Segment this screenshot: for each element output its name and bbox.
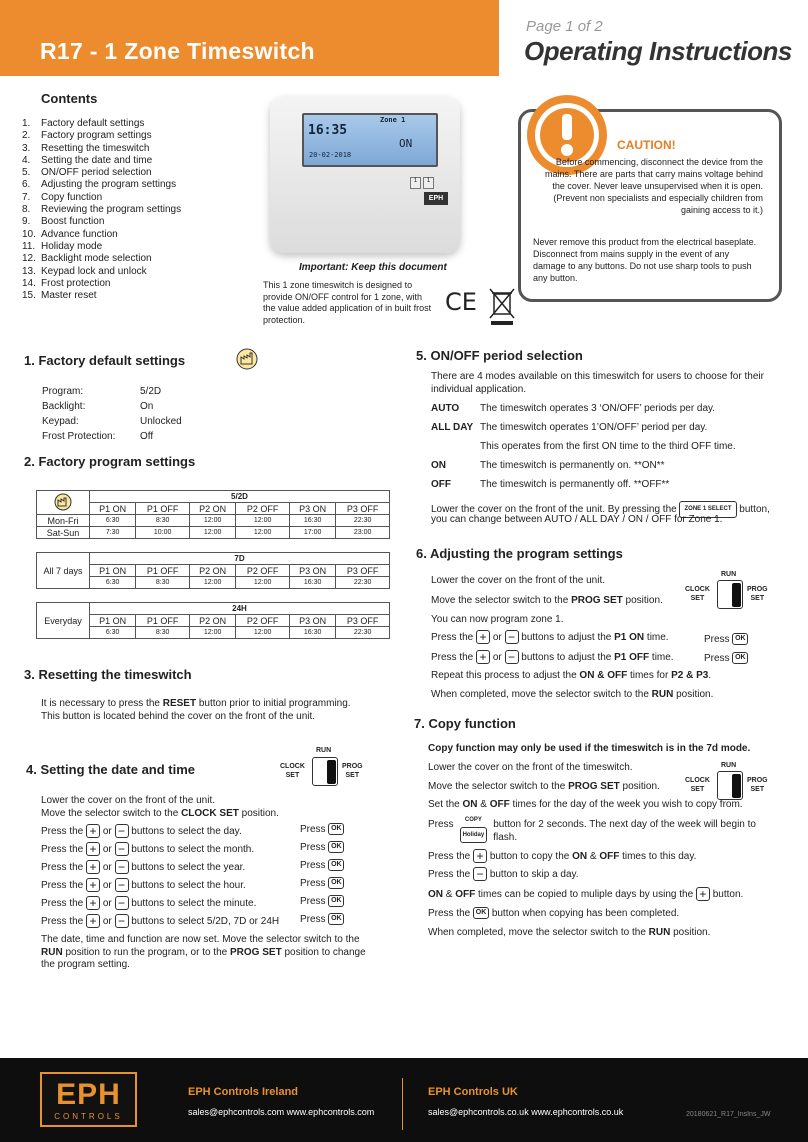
text: button prior to initial programming. bbox=[196, 698, 351, 709]
text: you can change between AUTO / ALL DAY / ON / OFF for Zone 1. bbox=[431, 514, 723, 525]
row-label: Mon-Fri bbox=[37, 515, 90, 527]
contents-item: 9. Boost function bbox=[22, 216, 105, 228]
text: This button is located behind the cover on the front of the unit. bbox=[41, 710, 316, 722]
date-step: Press the + or − buttons to select the month. Press OK bbox=[41, 841, 361, 859]
row-label: Sat-Sun bbox=[37, 527, 90, 539]
section-heading: 6. Adjusting the program settings bbox=[416, 546, 623, 561]
table-cell: 6:30 bbox=[90, 515, 136, 527]
column-header: P3 OFF bbox=[336, 503, 390, 515]
column-header: P1 ON bbox=[90, 615, 136, 627]
plus-icon: + bbox=[86, 860, 100, 874]
adjust-step: Press the + or − buttons to adjust the P1 OFF time. bbox=[431, 650, 674, 665]
text-bold: RESET bbox=[162, 698, 197, 709]
device-screen bbox=[302, 113, 438, 167]
important-heading: Important: Keep this document bbox=[299, 262, 447, 273]
contents-item: 10. Advance function bbox=[22, 228, 118, 240]
table-cell: 6:30 bbox=[90, 577, 136, 589]
adjust-step: Press the + or − buttons to adjust the P1 ON time. bbox=[431, 630, 669, 645]
section-heading: 1. Factory default settings bbox=[24, 353, 186, 368]
default-value: Unlocked bbox=[140, 416, 182, 427]
ok-button-icon: OK bbox=[473, 907, 489, 919]
minus-icon: − bbox=[505, 630, 519, 644]
contents-item: 14. Frost protection bbox=[22, 277, 111, 289]
factory-icon bbox=[236, 348, 258, 370]
table-cell: 12:00 bbox=[189, 527, 235, 539]
selector-switch: RUN CLOCK SET PROG SET bbox=[683, 760, 777, 802]
section-heading: 5. ON/OFF period selection bbox=[416, 348, 583, 363]
footer-divider bbox=[402, 1078, 403, 1130]
copy-step: ON & OFF times can be copied to muliple days by using the + button. bbox=[428, 887, 744, 902]
date-step: Press the + or − buttons to select the hour. Press OK bbox=[41, 877, 361, 895]
caution-heading: CAUTION! bbox=[617, 138, 676, 152]
table-cell: 8:30 bbox=[136, 515, 190, 527]
text: When completed, move the selector switch to the RUN position. bbox=[428, 927, 711, 938]
ok-button-icon: OK bbox=[732, 652, 748, 664]
section-heading: 2. Factory program settings bbox=[24, 454, 196, 469]
section-heading: 7. Copy function bbox=[414, 716, 516, 731]
plus-icon: + bbox=[86, 896, 100, 910]
caution-text: Before commencing, disconnect the device from the mains. There are parts that carry mains voltage behind the cover. Never leave unsupervised when it is open. (Prevent non specialists and especially children from gaining access to it.) bbox=[545, 157, 763, 215]
contents-heading: Contents bbox=[41, 91, 98, 106]
table-cell: 22:30 bbox=[336, 627, 390, 639]
table-cell: 8:30 bbox=[136, 577, 190, 589]
table-cell: 23:00 bbox=[336, 527, 390, 539]
column-header: P3 ON bbox=[289, 503, 335, 515]
zone-select-button-icon: ZONE 1 SELECT bbox=[679, 501, 736, 518]
screen-state: ON bbox=[399, 137, 413, 150]
eph-logo: EPH CONTROLS bbox=[40, 1072, 137, 1127]
copy-label: COPY bbox=[464, 817, 482, 823]
text: Set the ON & OFF times for the day of the week you wish to copy from. bbox=[428, 799, 743, 810]
screen-zone: Zone 1 bbox=[380, 116, 406, 124]
page-title: R17 - 1 Zone Timeswitch bbox=[40, 38, 315, 64]
contents-item: 2. Factory program settings bbox=[22, 130, 152, 142]
table-cell: 12:00 bbox=[236, 527, 290, 539]
plus-icon: + bbox=[473, 849, 487, 863]
press-ok: Press OK bbox=[704, 631, 748, 649]
contents-item: 8. Reviewing the program settings bbox=[22, 204, 182, 216]
column-header: P2 ON bbox=[189, 565, 235, 577]
default-key: Program: bbox=[42, 386, 84, 397]
ok-button-icon: OK bbox=[328, 823, 344, 835]
selector-switch bbox=[278, 745, 372, 787]
date-step: Press the + or − buttons to select the minute. Press OK bbox=[41, 895, 361, 913]
table-cell: 10:00 bbox=[136, 527, 190, 539]
column-header: P1 ON bbox=[90, 565, 136, 577]
caution-text: Never remove this product from the electrical baseplate. Disconnect from mains supply in the event of any damage to any buttons. Do not use sharp tools to push any button. bbox=[533, 237, 757, 283]
ok-button-icon: OK bbox=[732, 633, 748, 645]
mode-row: AUTO The timeswitch operates 3 ‘ON/OFF’ periods per day. bbox=[431, 403, 716, 414]
table-title: 7D bbox=[90, 553, 390, 565]
copy-step: Press the OK button when copying has been completed. bbox=[428, 908, 680, 919]
contents-item: 4. Setting the date and time bbox=[22, 154, 153, 166]
table-cell: 6:30 bbox=[90, 627, 136, 639]
row-label: All 7 days bbox=[37, 553, 90, 589]
important-text: This 1 zone timeswitch is designed to provide ON/OFF control for 1 zone, with the value added application of in built frost protection. bbox=[263, 280, 432, 325]
text: Lower the cover on the front of the unit. bbox=[431, 575, 605, 586]
contents-item: 11. Holiday mode bbox=[22, 240, 103, 252]
copy-step: Press the + button to copy the ON & OFF times to this day. bbox=[428, 849, 697, 864]
column-header: P2 ON bbox=[189, 503, 235, 515]
switch-label: CLOCK SET bbox=[280, 763, 305, 779]
default-value: 5/2D bbox=[140, 386, 162, 397]
footer-heading: EPH Controls Ireland bbox=[188, 1086, 299, 1098]
column-header: P3 OFF bbox=[336, 615, 390, 627]
table-cell: 16:30 bbox=[289, 515, 335, 527]
table-cell: 12:00 bbox=[236, 627, 290, 639]
text: Repeat this process to adjust the ON & OFF times for P2 & P3. bbox=[431, 670, 712, 681]
mode-row: This operates from the first ON time to the third OFF time. bbox=[480, 441, 736, 452]
text: You can now program zone 1. bbox=[431, 614, 564, 625]
copy-step: Press COPY Holiday button for 2 seconds. The next day of the week will begin to flash. bbox=[428, 814, 773, 844]
column-header: P3 ON bbox=[289, 615, 335, 627]
ok-button-icon: OK bbox=[328, 841, 344, 853]
text: When completed, move the selector switch to the RUN position. bbox=[431, 689, 714, 700]
device-zone-button: 1 bbox=[423, 177, 434, 189]
minus-icon: − bbox=[115, 914, 129, 928]
column-header: P3 OFF bbox=[336, 565, 390, 577]
footer-contact[interactable]: sales@ephcontrols.com www.ephcontrols.com bbox=[188, 1107, 375, 1117]
document-title: Operating Instructions bbox=[524, 36, 792, 66]
text: Move the selector switch to the CLOCK SET position. bbox=[41, 808, 279, 819]
switch-label: PROG SET bbox=[342, 763, 363, 779]
table-cell: 12:00 bbox=[189, 627, 235, 639]
section-heading: 4. Setting the date and time bbox=[26, 762, 196, 777]
switch-label: RUN bbox=[316, 747, 332, 754]
text-bold: Copy function may only be used if the timeswitch is in the 7d mode. bbox=[428, 743, 751, 754]
table-cell: 12:00 bbox=[236, 577, 290, 589]
device-logo: EPH bbox=[424, 192, 448, 205]
column-header: P1 OFF bbox=[136, 565, 190, 577]
column-header: P2 ON bbox=[189, 615, 235, 627]
text: Lower the cover on the front of the unit. By pressing the ZONE 1 SELECT button, bbox=[431, 501, 791, 518]
minus-icon: − bbox=[115, 824, 129, 838]
copy-step: Press the − button to skip a day. bbox=[428, 867, 579, 882]
contents-item: 5. ON/OFF period selection bbox=[22, 167, 152, 179]
column-header: P2 OFF bbox=[236, 503, 290, 515]
holiday-button-icon: Holiday bbox=[460, 827, 488, 844]
plus-icon: + bbox=[86, 842, 100, 856]
page-number: Page 1 of 2 bbox=[526, 18, 603, 35]
screen-date: 20-02-2018 bbox=[309, 151, 352, 159]
default-value: On bbox=[140, 401, 154, 412]
default-key: Keypad: bbox=[42, 416, 79, 427]
plus-icon: + bbox=[696, 887, 710, 901]
table-cell: 16:30 bbox=[289, 627, 335, 639]
minus-icon: − bbox=[115, 860, 129, 874]
text: Lower the cover on the front of the timeswitch. bbox=[428, 762, 633, 773]
ce-mark: CE bbox=[445, 288, 477, 316]
minus-icon: − bbox=[115, 896, 129, 910]
date-step: Press the + or − buttons to select the year. Press OK bbox=[41, 859, 361, 877]
selector-switch: RUN CLOCK SET PROG SET bbox=[683, 569, 777, 611]
contents-list bbox=[22, 118, 181, 302]
weee-bin-icon bbox=[488, 285, 516, 327]
text: Move the selector switch to the PROG SET position. bbox=[428, 781, 660, 792]
table-cell: 8:30 bbox=[136, 627, 190, 639]
reset-text bbox=[41, 698, 381, 723]
table-cell: 12:00 bbox=[189, 577, 235, 589]
plus-icon: + bbox=[86, 878, 100, 892]
factory-icon-cell bbox=[37, 491, 90, 515]
table-cell: 16:30 bbox=[289, 577, 335, 589]
table-cell: 12:00 bbox=[236, 515, 290, 527]
text: Move the selector switch to the PROG SET position. bbox=[431, 595, 663, 606]
ok-button-icon: OK bbox=[328, 877, 344, 889]
press-ok: Press OK bbox=[704, 650, 748, 668]
footer-heading: EPH Controls UK bbox=[428, 1086, 518, 1098]
table-cell: 22:30 bbox=[336, 515, 390, 527]
minus-icon: − bbox=[115, 842, 129, 856]
date-steps bbox=[41, 823, 361, 931]
plus-icon: + bbox=[86, 914, 100, 928]
ok-button-icon: OK bbox=[328, 859, 344, 871]
program-table-24h bbox=[36, 602, 390, 639]
mode-row: ALL DAY The timeswitch operates 1’ON/OFF’ period per day. bbox=[431, 422, 708, 433]
device-zone-button: 1 bbox=[410, 177, 421, 189]
section-heading: 3. Resetting the timeswitch bbox=[24, 667, 192, 682]
factory-icon bbox=[54, 493, 72, 511]
text: The date, time and function are now set. Move the selector switch to the RUN position to run the program, or to the PROG SET position to change the program setting. bbox=[41, 934, 366, 970]
mode-list bbox=[431, 403, 791, 498]
column-header: P1 OFF bbox=[136, 503, 190, 515]
table-title: 24H bbox=[90, 603, 390, 615]
minus-icon: − bbox=[505, 650, 519, 664]
program-table-7d bbox=[36, 552, 390, 589]
text: Lower the cover on the front of the unit. bbox=[41, 795, 215, 806]
contents-item: 12. Backlight mode selection bbox=[22, 253, 152, 265]
ok-button-icon: OK bbox=[328, 913, 344, 925]
default-value: Off bbox=[140, 431, 154, 442]
table-title: 5/2D bbox=[90, 491, 390, 503]
plus-icon: + bbox=[476, 630, 490, 644]
plus-icon: + bbox=[86, 824, 100, 838]
minus-icon: − bbox=[473, 867, 487, 881]
screen-time: 16:35 bbox=[308, 123, 348, 138]
column-header: P2 OFF bbox=[236, 565, 290, 577]
defaults-table bbox=[42, 384, 182, 444]
table-cell: 22:30 bbox=[336, 577, 390, 589]
footer-contact[interactable]: sales@ephcontrols.co.uk www.ephcontrols.co.uk bbox=[428, 1107, 624, 1117]
table-cell: 17:00 bbox=[289, 527, 335, 539]
contents-item: 3. Resetting the timeswitch bbox=[22, 142, 150, 154]
default-key: Backlight: bbox=[42, 401, 86, 412]
text: It is necessary to press the bbox=[41, 698, 163, 709]
mode-row: OFF The timeswitch is permanently off. **OFF** bbox=[431, 479, 670, 490]
contents-item: 6. Adjusting the program settings bbox=[22, 179, 177, 191]
program-table-52d bbox=[36, 490, 390, 539]
column-header: P3 ON bbox=[289, 565, 335, 577]
table-cell: 7:30 bbox=[90, 527, 136, 539]
date-step: Press the + or − buttons to select 5/2D, 7D or 24H Press OK bbox=[41, 913, 361, 931]
plus-icon: + bbox=[476, 650, 490, 664]
text: There are 4 modes available on this timeswitch for users to choose for their individual application. bbox=[431, 371, 764, 395]
minus-icon: − bbox=[115, 878, 129, 892]
contents-item: 13. Keypad lock and unlock bbox=[22, 265, 147, 277]
column-header: P1 ON bbox=[90, 503, 136, 515]
table-cell: 12:00 bbox=[189, 515, 235, 527]
row-label: Everyday bbox=[37, 603, 90, 639]
column-header: P2 OFF bbox=[236, 615, 290, 627]
mode-row: ON The timeswitch is permanently on. **ON** bbox=[431, 460, 665, 471]
column-header: P1 OFF bbox=[136, 615, 190, 627]
document-code: 20180621_R17_InsIns_JW bbox=[686, 1111, 771, 1118]
contents-item: 15. Master reset bbox=[22, 290, 97, 302]
contents-item: 7. Copy function bbox=[22, 191, 103, 203]
date-step: Press the + or − buttons to select the day. Press OK bbox=[41, 823, 361, 841]
default-key: Frost Protection: bbox=[42, 431, 116, 442]
ok-button-icon: OK bbox=[328, 895, 344, 907]
contents-item: 1. Factory default settings bbox=[22, 118, 145, 129]
